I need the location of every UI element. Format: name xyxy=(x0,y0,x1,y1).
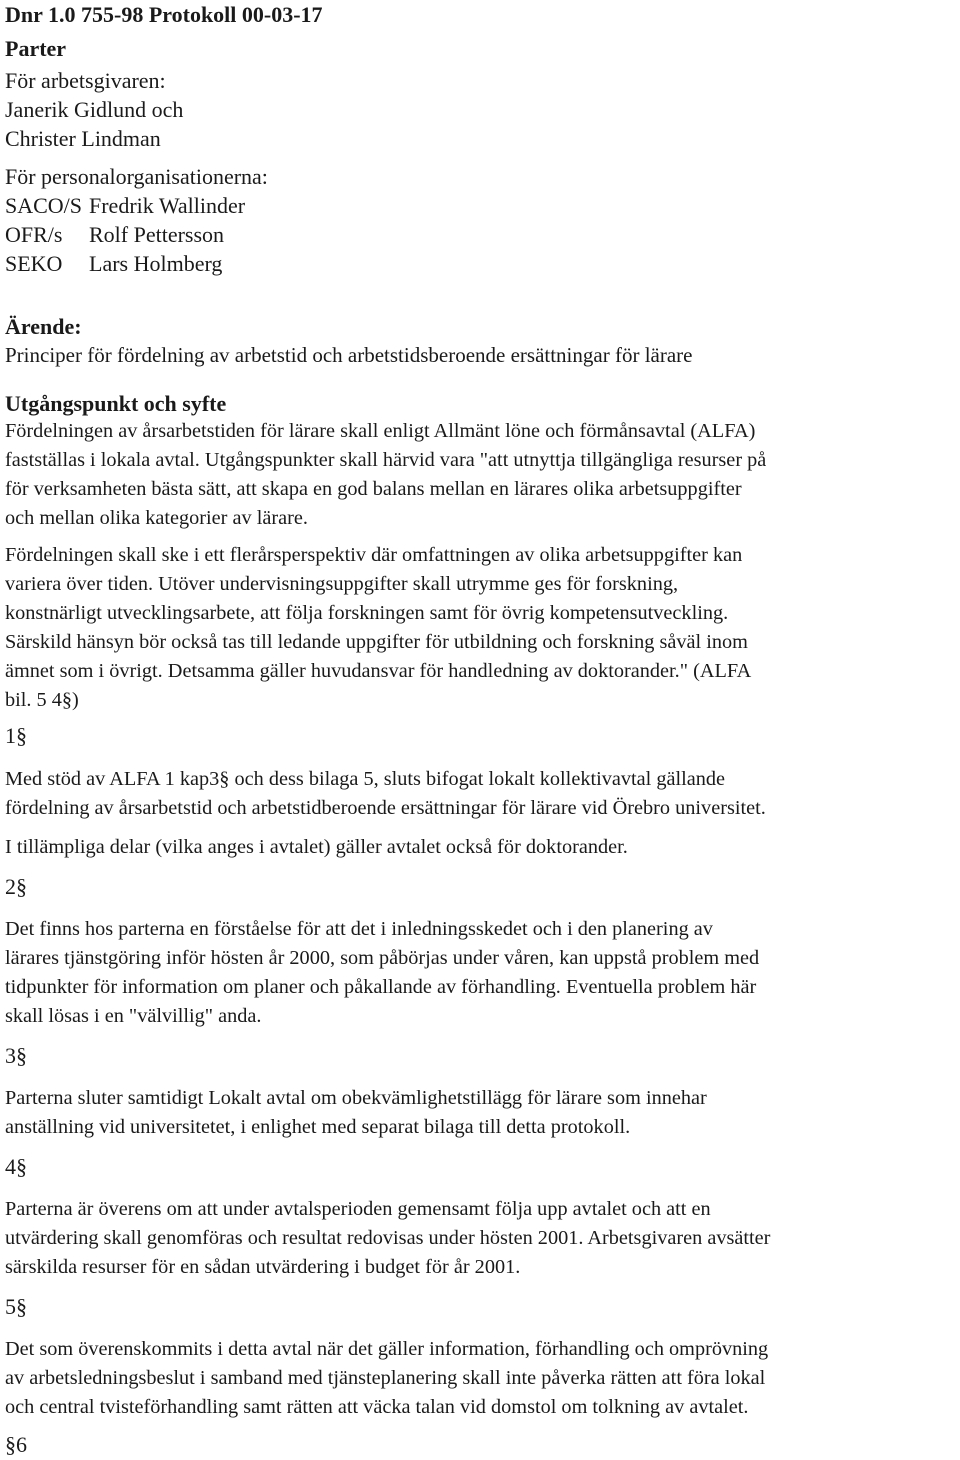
text-line: Det som överenskommits i detta avtal när det gäller information, förhandling och omprövning xyxy=(5,1338,769,1360)
text-line: Med stöd av ALFA 1 kap3§ och dess bilaga 5, sluts bifogat lokalt kollektivavtal gällande xyxy=(5,768,726,790)
union-row xyxy=(5,249,957,278)
union-rep: Rolf Pettersson xyxy=(89,222,225,247)
section-3 xyxy=(5,1041,957,1142)
section-1 xyxy=(5,721,957,862)
document-title: Dnr 1.0 755-98 Protokoll 00-03-17 xyxy=(5,2,323,27)
text-line: Fördelningen skall ske i ett flerårsperspektiv där omfattningen av olika arbetsuppgifter kan xyxy=(5,544,743,566)
text-line: fördelning av årsarbetstid och arbetstidberoende ersättningar för lärare vid Örebro universitet. xyxy=(5,797,766,819)
union-row xyxy=(5,220,957,249)
section-paragraph xyxy=(5,1195,957,1282)
text-line: Särskild hänsyn bör också tas till ledande uppgifter för utbildning och forskning såväl inom xyxy=(5,631,748,653)
text-line: för verksamheten bästa sätt, att skapa en god balans mellan en lärares olika arbetsuppgifter xyxy=(5,478,742,500)
text-line: skall lösas i en "välvillig" anda. xyxy=(5,1005,262,1027)
union-org: SEKO xyxy=(5,251,63,276)
section-paragraph xyxy=(5,915,957,1031)
section-paragraph xyxy=(5,1084,957,1142)
union-org: OFR/s xyxy=(5,222,63,247)
union-row xyxy=(5,191,957,220)
text-line: och mellan olika kategorier av lärare. xyxy=(5,507,308,529)
text-line: Parterna sluter samtidigt Lokalt avtal om obekvämlighetstillägg för lärare som innehar xyxy=(5,1087,707,1109)
text-line: Fördelningen av årsarbetstiden för lärare skall enligt Allmänt löne och förmånsavtal (ALFA) xyxy=(5,420,756,442)
section-label: 1§ xyxy=(5,723,27,748)
utgangspunkt-paragraph xyxy=(5,417,957,533)
utgangspunkt-block xyxy=(5,390,957,715)
text-line: anställning vid universitetet, i enlighet med separat bilaga till detta protokoll. xyxy=(5,1116,631,1138)
section-paragraph xyxy=(5,765,957,823)
section-5 xyxy=(5,1292,957,1422)
text-line: bil. 5 4§) xyxy=(5,689,79,711)
union-rep: Fredrik Wallinder xyxy=(89,193,246,218)
text-line: och central tvisteförhandling samt rätten att väcka talan vid domstol om tolkning av avtalet. xyxy=(5,1396,749,1418)
text-line: särskilda resurser för en sådan utvärdering i budget för år 2001. xyxy=(5,1256,521,1278)
text-line: tidpunkter för information om planer och påkallande av förhandling. Eventuella problem här xyxy=(5,976,757,998)
section-paragraph xyxy=(5,1335,957,1422)
section-label: 3§ xyxy=(5,1043,27,1068)
section-label: 5§ xyxy=(5,1294,27,1319)
text-line: variera över tiden. Utöver undervisningsuppgifter skall utrymme ges för forskning, xyxy=(5,573,679,595)
employer-block xyxy=(5,66,957,153)
section-4 xyxy=(5,1152,957,1282)
utgangspunkt-heading: Utgångspunkt och syfte xyxy=(5,391,227,416)
parter-heading: Parter xyxy=(5,36,67,61)
text-line: I tillämpliga delar (vilka anges i avtalet) gäller avtalet också för doktorander. xyxy=(5,836,628,858)
text-line: utvärdering skall genomföras och resultat redovisas under hösten 2001. Arbetsgivaren avsätter xyxy=(5,1227,771,1249)
text-line: konstnärligt utvecklingsarbete, att följa forskningen samt för övrig kompetensutveckling. xyxy=(5,602,729,624)
section-label-trailing: §6 xyxy=(5,1432,27,1457)
text-line: Det finns hos parterna en förståelse för att det i inledningsskedet och i den planering av xyxy=(5,918,713,940)
section-2 xyxy=(5,872,957,1031)
union-rep: Lars Holmberg xyxy=(89,251,223,276)
employer-line: Janerik Gidlund och xyxy=(5,97,184,122)
utgangspunkt-paragraph xyxy=(5,541,957,715)
arende-text: Principer för fördelning av arbetstid och arbetstidsberoende ersättningar för lärare xyxy=(5,343,693,367)
section-paragraph xyxy=(5,833,957,862)
section-label: 4§ xyxy=(5,1154,27,1179)
text-line: ämnet som i övrigt. Detsamma gäller huvudansvar för handledning av doktorander." (ALFA xyxy=(5,660,752,682)
protocol-document xyxy=(5,0,957,1459)
text-line: av arbetsledningsbeslut i samband med tjänsteplanering skall inte påverka rätten att föra lokal xyxy=(5,1367,766,1389)
arende-heading: Ärende: xyxy=(5,314,82,339)
employer-label: För arbetsgivaren: xyxy=(5,68,166,93)
section-label: 2§ xyxy=(5,874,27,899)
union-org: SACO/S xyxy=(5,193,83,218)
employer-line: Christer Lindman xyxy=(5,126,161,151)
text-line: lärares tjänstgöring inför hösten år 2000, som påbörjas under våren, kan uppstå problem med xyxy=(5,947,760,969)
text-line: Parterna är överens om att under avtalsperioden gemensamt följa upp avtalet och att en xyxy=(5,1198,711,1220)
unions-block xyxy=(5,162,957,278)
unions-label: För personalorganisationerna: xyxy=(5,164,268,189)
arende-block xyxy=(5,313,957,370)
text-line: fastställas i lokala avtal. Utgångspunkter skall härvid vara "att utnyttja tillgängliga resurser på xyxy=(5,449,767,471)
